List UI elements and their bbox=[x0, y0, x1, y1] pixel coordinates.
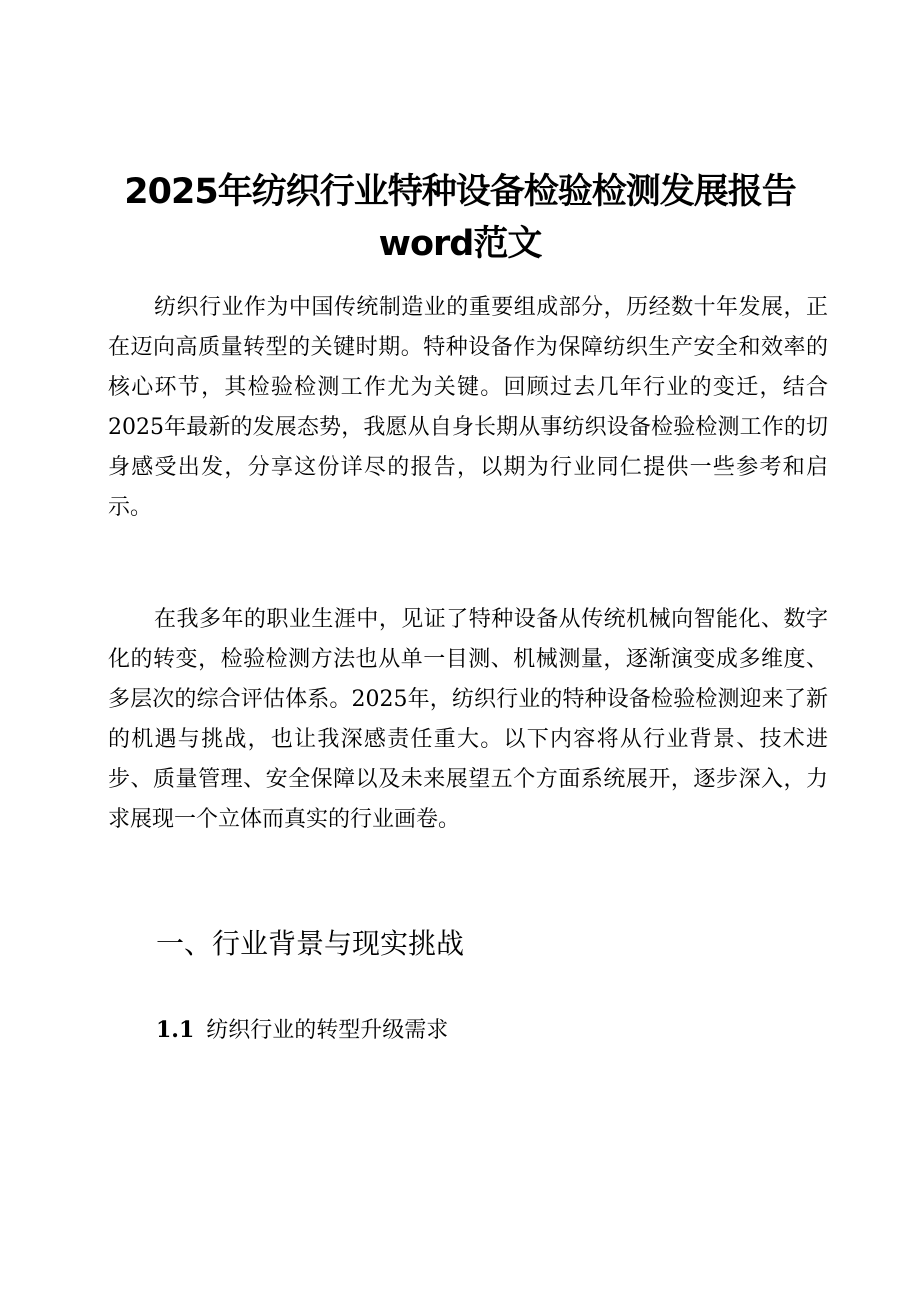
body-paragraph-2: 在我多年的职业生涯中，见证了特种设备从传统机械向智能化、数字化的转变，检验检测方法也从单一目测、机械测量，逐渐演变成多维度、多层次的综合评估体系。2025年，纺织行业的特种设备检验检测迎来了新的机遇与挑战，也让我深感责任重大。以下内容将从行业背景、技术进步、质量管理、安全保障以及未来展望五个方面系统展开，逐步深入，力求展现一个立体而真实的行业画卷。 bbox=[108, 607, 828, 832]
section-heading: 一、行业背景与现实挑战 bbox=[156, 927, 465, 960]
body-paragraph-1: 纺织行业作为中国传统制造业的重要组成部分，历经数十年发展，正在迈向高质量转型的关键时期。特种设备作为保障纺织生产安全和效率的核心环节，其检验检测工作尤为关键。回顾过去几年行业的变迁，结合2025年最新的发展态势，我愿从自身长期从事纺织设备检验检测工作的切身感受出发，分享这份详尽的报告，以期为行业同仁提供一些参考和启示。 bbox=[108, 295, 828, 520]
document-title: 2025年纺织行业特种设备检验检测发展报告word范文 bbox=[124, 172, 796, 264]
subsection-heading bbox=[156, 1012, 448, 1049]
subsection-number: 1.1 bbox=[156, 1017, 195, 1043]
subsection-title: 纺织行业的转型升级需求 bbox=[206, 1018, 449, 1043]
